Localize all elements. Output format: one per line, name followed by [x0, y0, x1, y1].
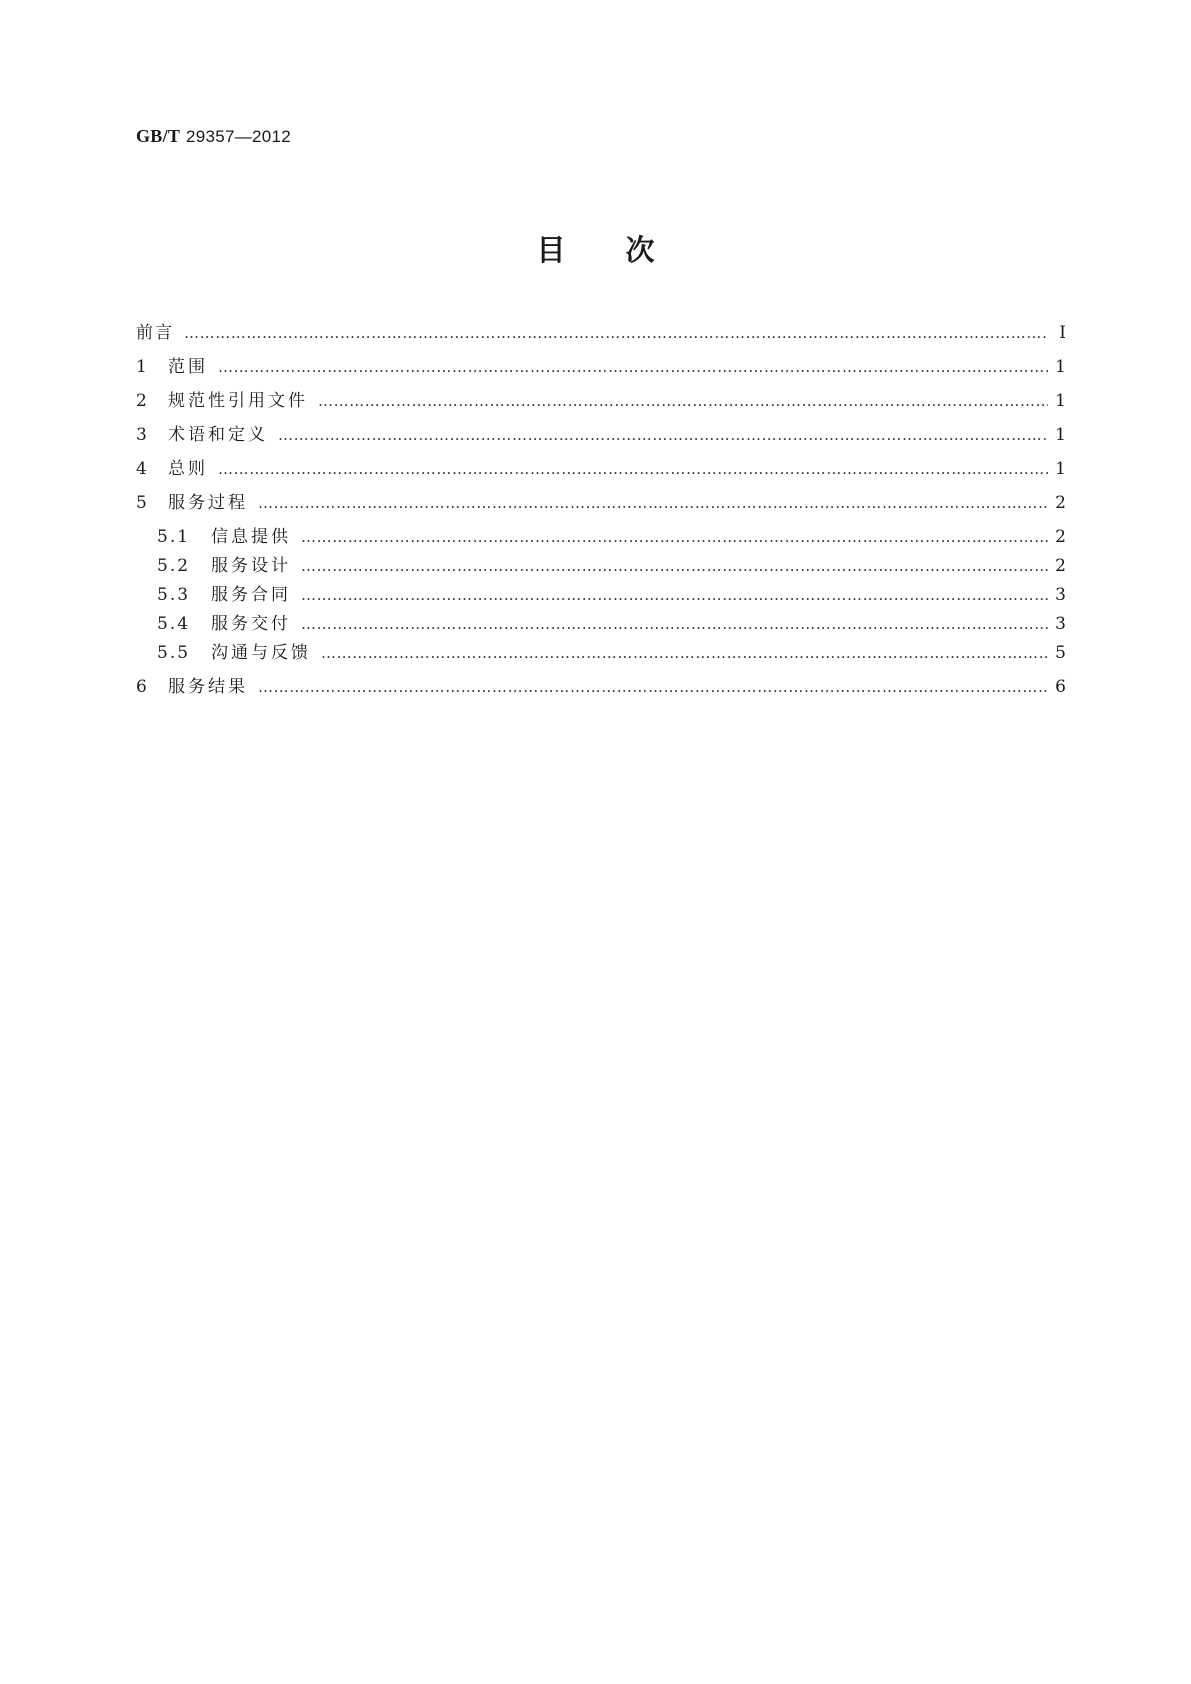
toc-leader-dots — [301, 611, 1048, 637]
toc-entry-label: 服务合同 — [211, 585, 291, 605]
toc-entry-label: 范围 — [168, 357, 208, 377]
toc-entry-number: 2 — [136, 391, 147, 411]
toc-entry-number: 5.3 — [157, 585, 191, 605]
toc-entry-label: 服务过程 — [168, 493, 248, 513]
toc-entry-number: 3 — [136, 425, 147, 445]
toc-entry-page: 3 — [1055, 614, 1066, 634]
toc-entry-6[interactable] — [136, 674, 1066, 700]
toc-entry-page: 2 — [1055, 556, 1066, 576]
toc-entry-5-2[interactable] — [157, 553, 1066, 579]
toc-entry-number: 5.4 — [157, 614, 191, 634]
page-title: 目次 — [536, 233, 715, 267]
toc-entry-page: 2 — [1055, 527, 1066, 547]
toc-entry-label: 沟通与反馈 — [211, 643, 311, 663]
toc-entry-page: 3 — [1055, 585, 1066, 605]
toc-entry-4[interactable] — [136, 456, 1066, 482]
toc-entry-label: 信息提供 — [211, 527, 291, 547]
toc-leader-dots — [301, 582, 1048, 608]
toc-entry-page: 5 — [1055, 643, 1066, 663]
toc-entry-number: 1 — [136, 357, 147, 377]
toc-entry-3[interactable] — [136, 422, 1066, 448]
standard-code — [136, 126, 291, 147]
toc-leader-dots — [301, 524, 1048, 550]
toc-entry-label: 总则 — [168, 459, 208, 479]
standard-number: 29357—2012 — [185, 127, 292, 146]
toc-leader-dots — [301, 553, 1048, 579]
toc-entry-label: 服务结果 — [168, 677, 248, 697]
toc-leader-dots — [278, 422, 1048, 448]
toc-entry-number: 5 — [136, 493, 147, 513]
toc-leader-dots — [318, 388, 1048, 414]
standard-prefix: GB/T — [136, 126, 181, 146]
toc-entry-page: 1 — [1055, 357, 1066, 377]
toc-entry-number: 5.2 — [157, 556, 191, 576]
toc-leader-dots — [258, 490, 1048, 516]
toc-entry-label: 服务设计 — [211, 556, 291, 576]
toc-entry-number: 5.1 — [157, 527, 191, 547]
toc-entry-5-3[interactable] — [157, 582, 1066, 608]
toc-leader-dots — [218, 456, 1048, 482]
toc-entry-5-5[interactable] — [157, 640, 1066, 666]
toc-leader-dots — [218, 354, 1048, 380]
toc-entry-number: 5.5 — [157, 643, 191, 663]
toc-entry-page: 6 — [1055, 677, 1066, 697]
toc-entry-page: Ⅰ — [1059, 323, 1066, 343]
toc-entry-page: 2 — [1055, 493, 1066, 513]
toc-entry-page: 1 — [1055, 425, 1066, 445]
toc-entry-page: 1 — [1055, 391, 1066, 411]
toc-entry-1[interactable] — [136, 354, 1066, 380]
toc-leader-dots — [321, 640, 1048, 666]
toc-entry-2[interactable] — [136, 388, 1066, 414]
toc-entry-number: 6 — [136, 677, 147, 697]
toc-entry-preface[interactable] — [136, 320, 1066, 346]
toc-entry-5-1[interactable] — [157, 524, 1066, 550]
toc-entry-number: 4 — [136, 459, 147, 479]
toc-leader-dots — [184, 320, 1048, 346]
toc-entry-5[interactable] — [136, 490, 1066, 516]
toc-entry-label: 术语和定义 — [168, 425, 268, 445]
toc-leader-dots — [258, 674, 1048, 700]
toc-entry-label: 前言 — [136, 323, 174, 343]
toc-entry-page: 1 — [1055, 459, 1066, 479]
toc-entry-label: 规范性引用文件 — [168, 391, 308, 411]
toc-entry-5-4[interactable] — [157, 611, 1066, 637]
toc-entry-label: 服务交付 — [211, 614, 291, 634]
